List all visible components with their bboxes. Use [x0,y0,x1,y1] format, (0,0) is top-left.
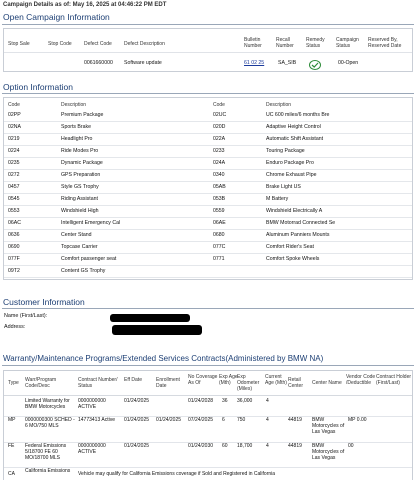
option-code: 0545 [8,196,20,202]
option-code: 02UC [213,112,227,118]
redaction-bar [110,314,190,322]
w-type: MP [8,417,16,423]
warranty-title: Warranty/Maintenance Programs/Extended Services Contracts(Administered by BMW NA) [3,354,324,363]
divider [2,24,414,25]
option-code: 0233 [213,148,225,154]
customer-information-title: Customer Information [3,297,85,307]
w-center-name: BMW Motorcycles of Las Vegas [312,417,345,435]
w-center-name: BMW Motorcycles of Las Vegas [312,443,345,461]
w-contract-number: 0000000000 ACTIVE [78,443,106,455]
option-description: Center Stand [61,232,92,238]
option-description: Riding Assistant [61,196,98,202]
defect-description-value: Software update [124,60,162,66]
col-stop-sale: Stop Sale [8,41,30,47]
option-description: BMW Motorrad Connected Se [266,220,336,226]
recall-number-value: SA_SIB [278,60,297,66]
option-description: UC 600 miles/6 months Bre [266,112,330,118]
option-table [3,97,413,280]
w-col-curage: Current Age (Mth) [265,374,287,386]
col-defect-code: Defect Code [84,41,112,47]
opt-col-code-2: Code [213,102,225,108]
w-vendor-code: 00 [348,443,354,449]
option-description: GPS Preparation [61,172,101,178]
option-description: Premium Package [61,112,104,118]
w-program-code: Federal Emissions 5/18700 FE 60 MO/18700 MLS [25,443,67,461]
option-code: 09T2 [8,268,20,274]
w-col-nocov: No Coverage As Of [188,374,218,386]
option-code: 02PP [8,112,21,118]
col-defect-description: Defect Description [124,41,165,47]
w-col-expage: Exp Age (Mth) [219,374,238,386]
option-description: Brake Light US [266,184,301,190]
w-no-coverage: 01/24/2028 [188,398,214,404]
w-exp-odometer: 750 [237,417,246,423]
option-code: 0559 [213,208,225,214]
option-code: 0690 [8,244,20,250]
option-description: Enduro Package Pro [266,160,314,166]
w-current-age: 4 [266,417,269,423]
option-description: Ride Modes Pro [61,148,99,154]
option-description: Intelligent Emergency Cal [61,220,121,226]
option-code: 077F [8,256,20,262]
option-row [4,265,412,278]
col-bulletin-number: Bulletin Number [244,37,262,49]
option-description: Headlight Pro [61,136,93,142]
col-reserved: Reserved By, Reserved Date [368,37,402,49]
w-col-enroll: Enrollment Date [156,377,180,389]
open-campaign-table [3,28,413,72]
w-eff-date: 01/24/2025 [124,398,150,404]
w-col-holder: Contract Holder (First/Last) [376,374,412,386]
w-exp-age: 36 [222,398,228,404]
col-campaign-status: Campaign Status [336,37,359,49]
option-code: 0636 [8,232,20,238]
option-information-title: Option Information [3,82,73,92]
defect-code-value: 0061660000 [84,60,113,66]
option-description: Comfort Rider's Seat [266,244,314,250]
option-code: 0224 [8,148,20,154]
w-col-code: Warr/Program Code/Desc [25,377,57,389]
option-description: Aluminum Panniers Mounts [266,232,330,238]
w-current-age: 4 [266,443,269,449]
customer-address-label: Address: [4,324,26,330]
w-no-coverage: 01/24/2030 [188,443,214,449]
opt-col-code-1: Code [8,102,20,108]
option-code: 024A [213,160,226,166]
check-circle-icon [309,57,321,75]
ca-note: Vehicle may qualify for California Emissions coverage if Sold and Registered in California [78,471,276,477]
w-contract-number: 14773413 Active [78,417,115,423]
w-type: FE [8,443,15,449]
option-description: M Battery [266,196,289,202]
option-code: 0272 [8,172,20,178]
bulletin-number-link[interactable]: 61 02 25 [244,60,265,66]
w-exp-odometer: 18,700 [237,443,253,449]
option-description: Dynamic Package [61,160,103,166]
w-col-center: Center Name [312,380,342,386]
col-remedy-status: Remedy Status [306,37,325,49]
w-no-coverage: 07/24/2025 [188,417,214,423]
open-campaign-title: Open Campaign Information [3,12,110,22]
w-col-expodo: Exp Odometer (Miles) [237,374,260,392]
option-code: 02NA [8,124,21,130]
col-recall-number: Recall Number [276,37,294,49]
campaign-details-timestamp: Campaign Details as of: May 16, 2025 at 04:46:22 PM EDT [3,2,167,8]
option-code: 053B [213,196,226,202]
option-code: 0235 [8,160,20,166]
option-description: Comfort passenger seat [61,256,117,262]
option-description: Content GS Trophy [61,268,106,274]
option-description: Touring Package [266,148,305,154]
w-col-retail: Retail Center [288,377,304,389]
w-contract-number: 0000000000 ACTIVE [78,398,106,410]
option-description: Comfort Spoke Wheels [266,256,320,262]
ca-code: California Emissions [25,468,71,474]
divider [2,308,414,309]
opt-col-desc-1: Description [61,102,87,108]
option-description: Chrome Exhaust Pipe [266,172,317,178]
w-vendor-code: MP 0.00 [348,417,367,423]
w-eff-date: 01/24/2025 [124,417,150,423]
option-code: 06AE [213,220,226,226]
option-code: 0680 [213,232,225,238]
w-exp-odometer: 36,000 [237,398,253,404]
col-stop-code: Stop Code [48,41,72,47]
divider [4,52,412,53]
option-description: Windshield Electrically A [266,208,323,214]
divider [4,395,412,396]
option-code: 0340 [213,172,225,178]
warranty-table [3,370,413,480]
option-description: Style GS Trophy [61,184,99,190]
opt-col-desc-2: Description [266,102,292,108]
w-current-age: 4 [266,398,269,404]
w-exp-age: 60 [222,443,228,449]
w-col-type: Type [8,380,19,386]
option-code: 0553 [8,208,20,214]
option-code: 0771 [213,256,225,262]
w-program-code: Limited Warranty for BMW Motorcycles [25,398,70,410]
w-enrollment-date: 01/24/2025 [156,417,182,423]
campaign-status-value: 00-Open [338,60,359,66]
w-program-code: 0000000300 SCHED - 6 MO/750 MLS [25,417,75,429]
divider [2,93,414,94]
option-description: Automatic Shift Assistant [266,136,324,142]
divider [2,365,414,366]
option-code: 05AB [213,184,226,190]
option-description: Sports Brake [61,124,91,130]
w-exp-age: 6 [222,417,225,423]
redaction-bar [112,325,202,335]
option-description: Adaptive Height Control [266,124,321,130]
w-eff-date: 01/24/2025 [124,443,150,449]
option-code: 06AC [8,220,21,226]
w-col-vendor: Vendor Code /Deductible [346,374,376,386]
w-col-eff: Eff Date [124,377,142,383]
option-description: Topcase Carrier [61,244,98,250]
option-code: 0457 [8,184,20,190]
option-code: 020D [213,124,226,130]
ca-type: CA [8,471,15,477]
option-code: 077C [213,244,226,250]
option-code: 0219 [8,136,20,142]
w-col-contract: Contract Number/ Status [78,377,118,389]
w-retail-center: 44819 [288,417,302,423]
customer-name-label: Name (First/Last): [4,313,48,319]
option-description: Windshield High [61,208,99,214]
w-retail-center: 44819 [288,443,302,449]
option-code: 022A [213,136,226,142]
